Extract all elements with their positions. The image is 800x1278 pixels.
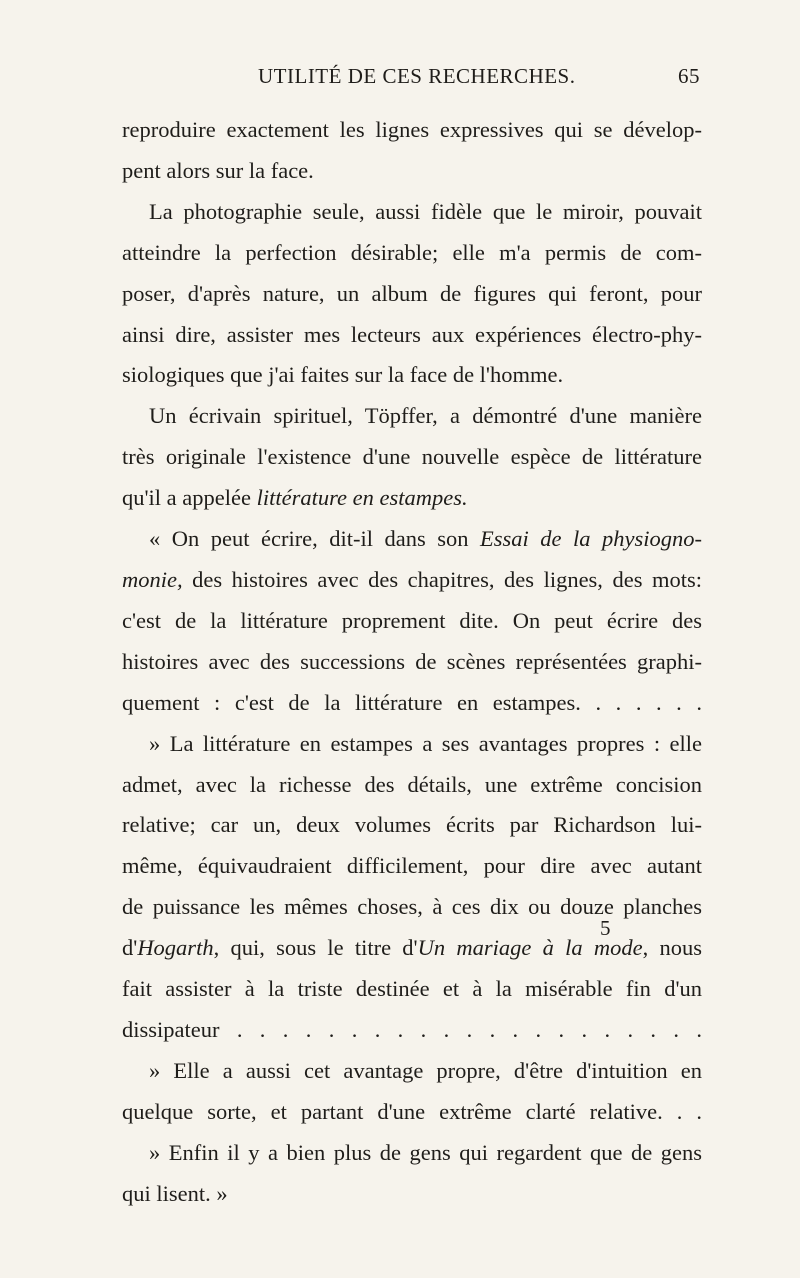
text-line: pent alors sur la face.: [122, 157, 314, 183]
text-fragment: « On peut écrire, dit-il dans son: [149, 526, 481, 552]
text-line: reproduire exactement les lignes expressives qui se dévelop-: [122, 117, 702, 142]
text-line: Un écrivain spirituel, Töpffer, a démontré d'une manière: [149, 403, 702, 429]
text-line: atteindre la perfection désirable; elle m'a permis de com-: [122, 239, 702, 265]
text-line: dissipateur . . . . . . . . . . . . . . . . . . . . .: [122, 1016, 702, 1042]
text-line: fait assister à la triste destinée et à la misérable fin d'un: [122, 976, 702, 1002]
text-line: » Enfin il y a bien plus de gens qui regardent que de gens: [149, 1139, 702, 1165]
page-number: 65: [678, 64, 700, 88]
text-line: quement : c'est de la littérature en estampes. . . . . . .: [122, 689, 702, 715]
text-fragment: , nous: [642, 935, 702, 961]
text-line: poser, d'après nature, un album de figures qui feront, pour: [122, 280, 702, 306]
text-line: [122, 519, 702, 560]
body-text: [122, 110, 702, 1214]
text-line: très originale l'existence d'une nouvelle espèce de littérature: [122, 444, 702, 470]
text-fragment: qu'il a appelée: [122, 485, 257, 511]
signature-mark: 5: [600, 916, 611, 940]
text-line: c'est de la littérature proprement dite. On peut écrire des: [122, 607, 702, 633]
italic-title: littérature en estampes.: [256, 485, 468, 511]
running-head-title: UTILITÉ DE CES RECHERCHES.: [258, 64, 576, 88]
text-line: » La littérature en estampes a ses avantages propres : elle: [149, 730, 702, 756]
text-line: [122, 560, 702, 601]
text-line: siologiques que j'ai faites sur la face de l'homme.: [122, 362, 564, 388]
italic-title: monie,: [122, 566, 183, 592]
text-line: La photographie seule, aussi fidèle que le miroir, pouvait: [149, 198, 702, 224]
text-line: quelque sorte, et partant d'une extrême clarté relative. . .: [122, 1098, 702, 1124]
text-fragment: d': [122, 935, 138, 961]
italic-title: Un mariage à la mode: [417, 935, 643, 961]
text-line: [122, 928, 702, 969]
text-line: » Elle a aussi cet avantage propre, d'être d'intuition en: [149, 1057, 702, 1083]
text-line: [122, 478, 702, 519]
text-fragment: , qui, sous le titre d': [213, 935, 418, 961]
text-line: qui lisent. »: [122, 1180, 228, 1206]
text-line: même, équivaudraient difficilement, pour dire avec autant: [122, 853, 702, 879]
text-fragment: des histoires avec des chapitres, des lignes, des mots:: [182, 566, 702, 592]
italic-title: Hogarth: [137, 935, 214, 961]
text-line: admet, avec la richesse des détails, une extrême concision: [122, 771, 702, 797]
italic-title: Essai de la physiogno-: [480, 526, 702, 552]
text-line: histoires avec des successions de scènes représentées graphi-: [122, 648, 702, 674]
text-line: relative; car un, deux volumes écrits par Richardson lui-: [122, 812, 702, 838]
text-line: ainsi dire, assister mes lecteurs aux expériences électro-phy-: [122, 321, 702, 347]
text-line: de puissance les mêmes choses, à ces dix ou douze planches: [122, 894, 702, 920]
